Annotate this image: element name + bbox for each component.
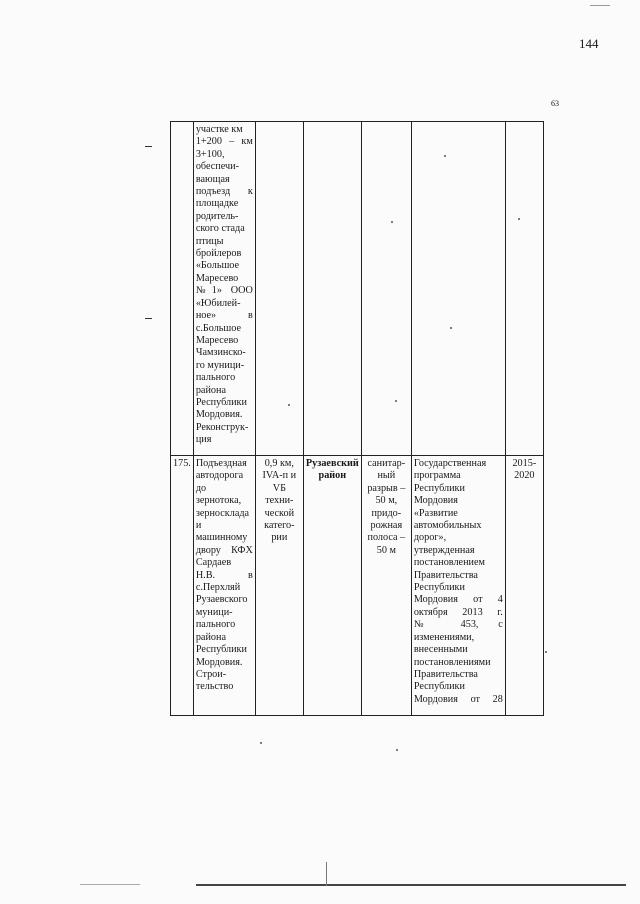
scan-dot <box>395 400 397 402</box>
scan-dot <box>260 742 262 744</box>
cell-district <box>303 456 361 716</box>
text-line: Мордовия от 28 <box>413 693 503 705</box>
text-line: Подъездная <box>195 458 247 469</box>
text-line: 2015- <box>512 458 537 469</box>
text-line: придо- <box>371 507 402 519</box>
text-line: 1+200 – км <box>195 136 253 148</box>
years-text <box>508 458 541 483</box>
text-line: катего- <box>264 520 295 532</box>
text-line: полоса – <box>367 532 406 544</box>
text-line: разрыв – <box>367 482 406 494</box>
text-line: Реконструк- <box>195 421 249 433</box>
object-name-text <box>196 124 253 447</box>
text-line: октября 2013 г. <box>413 606 503 618</box>
text-line: изменениями, <box>413 631 475 643</box>
text-line: родитель- <box>195 210 239 222</box>
zone-text <box>364 458 409 557</box>
text-line: постановлениями <box>413 656 491 668</box>
cell-district <box>303 122 361 456</box>
text-line: «Большое <box>195 260 240 272</box>
text-line: вающая <box>195 173 230 185</box>
text-line: 50 м, <box>375 495 398 507</box>
cell-number <box>171 122 194 456</box>
text-line: пального <box>195 372 236 384</box>
scan-dot <box>396 749 398 751</box>
text-line: Республики <box>413 681 465 693</box>
text-line: дорог», <box>413 532 447 544</box>
text-line: Строи- <box>195 668 227 680</box>
text-line: Маресево <box>195 272 239 284</box>
cell-object-name <box>193 122 255 456</box>
cell-number <box>171 456 194 716</box>
cell-length <box>255 122 303 456</box>
length-category-text <box>258 458 301 545</box>
text-line: рожная <box>370 520 403 532</box>
district-text <box>306 458 359 483</box>
text-line: площадке <box>195 198 239 210</box>
scan-mark <box>145 318 152 319</box>
text-line: района <box>195 631 226 643</box>
text-line: бройлеров <box>195 248 242 260</box>
objects-table <box>170 121 544 716</box>
text-line: Н.В. в <box>195 569 253 581</box>
text-line: тельство <box>195 681 234 693</box>
cell-years <box>505 456 543 716</box>
text-line: утвержденная <box>413 544 475 556</box>
text-line: Мордовия от 4 <box>413 594 503 606</box>
text-line: рии <box>271 532 288 544</box>
text-line: Республики <box>195 644 247 656</box>
cell-object-name <box>193 456 255 716</box>
text-line: ского стада <box>195 223 245 235</box>
text-line: с.Перхляй <box>195 582 241 594</box>
text-line: ция <box>195 434 212 446</box>
scan-edge-line <box>196 884 626 886</box>
text-line: №1» ООО <box>195 285 253 297</box>
text-line: до <box>195 482 207 494</box>
text-line: Мордовия <box>413 495 458 507</box>
text-line: Республики <box>195 396 247 408</box>
scan-mark <box>326 862 327 886</box>
text-line: подъезд к <box>195 186 253 198</box>
scan-mark <box>590 5 610 6</box>
text-line: ное» в <box>195 310 253 322</box>
text-line: Рузаевского <box>195 594 248 606</box>
text-line: птицы <box>195 235 224 247</box>
cell-program <box>411 456 505 716</box>
cell-length <box>255 456 303 716</box>
text-line: Сардаев <box>195 557 232 569</box>
text-line: и <box>195 520 202 532</box>
text-line: Государственная <box>413 458 487 469</box>
scan-dot <box>391 221 393 223</box>
text-line: Правительства <box>413 668 478 680</box>
text-line: 50 м <box>376 544 396 556</box>
text-line: Маресево <box>195 334 239 346</box>
program-text <box>414 458 503 706</box>
text-line: Чамзинско- <box>195 347 246 359</box>
scan-dot <box>545 651 547 653</box>
text-line: «Юбилей- <box>195 297 241 309</box>
table-row-continued <box>171 122 544 456</box>
cell-zone <box>361 122 411 456</box>
text-line: Рузаевский <box>305 458 359 469</box>
scan-dot <box>288 404 290 406</box>
text-line: Мордовия. <box>195 409 243 421</box>
scan-edge-line <box>80 884 140 885</box>
text-line: ческой <box>264 507 295 519</box>
text-line: Мордовия. <box>195 656 243 668</box>
text-line: постановлением <box>413 557 485 569</box>
text-line: программа <box>413 470 461 482</box>
object-name-text <box>196 458 253 694</box>
text-line: автомобильных <box>413 520 482 532</box>
cell-program <box>411 122 505 456</box>
scan-dot <box>444 155 446 157</box>
table-row-175 <box>171 456 544 716</box>
text-line: 3+100, <box>195 148 225 160</box>
text-line: участке км <box>195 124 243 135</box>
text-line: машинному <box>195 532 248 544</box>
text-line: 0,9 км, <box>264 458 294 469</box>
scan-dot <box>518 218 520 220</box>
text-line: автодорога <box>195 470 244 482</box>
text-line: Республики <box>413 582 465 594</box>
text-line: Правительства <box>413 569 478 581</box>
text-line: VБ <box>272 482 286 494</box>
text-line: двору КФХ <box>195 544 253 556</box>
scan-mark <box>145 146 152 147</box>
text-line: района <box>195 384 226 396</box>
text-line: техни- <box>265 495 294 507</box>
text-line: с.Большое <box>195 322 242 334</box>
text-line: санитар- <box>367 458 406 469</box>
text-line: «Развитие <box>413 507 458 519</box>
row-number: 175. <box>173 458 191 469</box>
text-line: обеспечи- <box>195 161 239 173</box>
text-line: зерносклада <box>195 507 250 519</box>
text-line: 2020 <box>514 470 535 482</box>
text-line: пального <box>195 619 236 631</box>
text-line: ный <box>377 470 396 482</box>
text-line: IVA-п и <box>262 470 297 482</box>
page-number-inner: 63 <box>551 99 559 108</box>
cell-zone <box>361 456 411 716</box>
text-line: Республики <box>413 482 465 494</box>
text-line: внесенными <box>413 644 468 656</box>
text-line: № 453, с <box>413 619 503 631</box>
cell-years <box>505 122 543 456</box>
text-line: го муници- <box>195 359 245 371</box>
page-number-top: 144 <box>579 36 599 51</box>
text-line: зернотока, <box>195 495 242 507</box>
text-line: муници- <box>195 606 233 618</box>
text-line: район <box>318 470 347 482</box>
scan-dot <box>450 327 452 329</box>
